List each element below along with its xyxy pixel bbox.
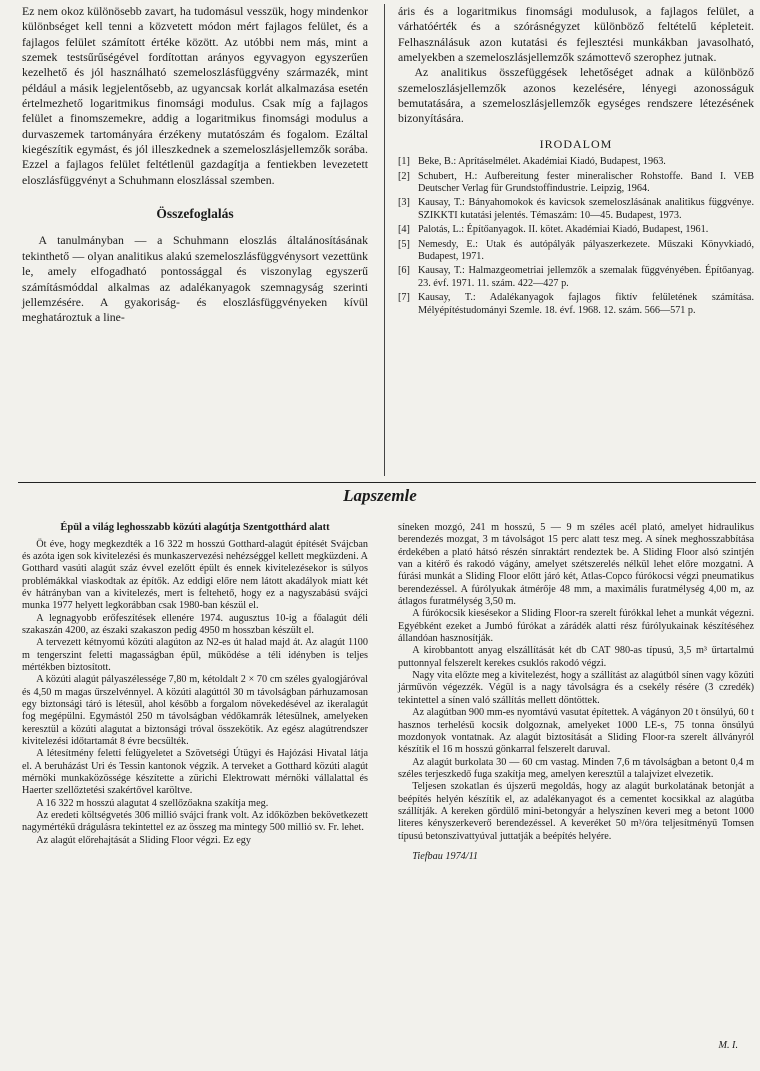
article-paragraph: A fúrókocsik kiesésekor a Sliding Floor-ra szerelt fúrókkal lehet a munkát végezni. Egyébként ezeket a Jumbó fúrókat a zárádék alatti rész fúrólyukainak készítéséhez állandóan hasznosítják. [398,608,754,645]
article-paragraph: A tervezett kétnyomú közúti alagúton az N2-es út halad majd át. Az alagút 1100 m tengerszint feletti magasságban épül, működése a téli idényben is teljes mértékben biztosított. [22,637,368,673]
reference-list [398,156,754,317]
top-left-column [22,4,368,326]
reference-item [398,239,754,264]
references-heading: IRODALOM [539,136,613,151]
article-title: Épül a világ leghosszabb közúti alagútja Szentgotthárd alatt [60,522,330,533]
reference-number: [6] [398,265,410,277]
article-paragraph: Az alagút előrehajtását a Sliding Floor végzi. Ez egy [36,834,251,846]
article-paragraph: Nagy vita előzte meg a kivitelezést, hogy a szállítást az alagútból sínen vagy közúti járművön végezzék. Végül is a nagy távolságra és a csekély résére (3 czredék) tekintettel a sínen való szállítás mellett döntöttek. [398,670,754,706]
reference-number: [3] [398,197,410,209]
reference-item [398,197,754,222]
reference-text: Palotás, L.: Építőanyagok. II. kötet. Akadémiai Kiadó, Budapest, 1961. [418,224,709,236]
section-divider [18,482,756,483]
reference-number: [4] [398,224,410,236]
body-paragraph: áris és a logaritmikus finomsági modulusok, a fajlagos felület, a várhatóérték és a szórásnégyzet különböző feltételű képleteit. Felhasználásuk azon kutatási és fejlesztési munkákban javasolható, amelyekben a szemeloszlásjellemzők számottevő szerophez jutnak. [398,4,754,65]
reference-item [398,265,754,290]
body-paragraph: Ez nem okoz különösebb zavart, ha tudomásul vesszük, hogy mindenkor különbséget kell tenni a közvetett módon mért fajlagos felület, és a fajlagos felület számított értéke között. Az utóbbi nem más, mint a szemek testsűrűségével fordítottan arányos egyvagyon egyszerűen kezelhető és jól használható szemeloszlásfüggvény származék, mint például a másik legjelentősebb, az ugyancsak korlát alkalmazása esetén értelmezhető logaritmikus finomsági modulus. Csak míg a fajlagos felület a finomszemekre, addig a logaritmikus finomsági modulus a durvaszemek tartományára érzékeny mutatószám és fogalom. Ezáltal kiegészítik egymást, és jól illeszkednek a szemeloszlásjellemzők sorába. Ezzel a fajlagos felület feltétlenül gazdagítja a fentiekben levezetett eloszlásfüggvényt a Schuhmann eloszlással szemben. [22,4,368,187]
column-divider [384,4,385,476]
article-paragraph: A legnagyobb erőfeszítések ellenére 1974. augusztus 10-ig a főalagút déli szakaszán 4200, az északi szakaszon pedig 4950 m hosszban készült el. [22,612,368,636]
bottom-left-column [22,522,368,847]
article-paragraph: Öt éve, hogy megkezdték a 16 322 m hosszú Gotthard-alagút építését Svájcban és azóta igen sok kivitelezési és munkaszervezési nehézséggel kellett megküzdeni. A Gotthard vasúti alagút száz évvel ezelőtt épült és ennek kivitelezésekor is súlyos problémákkal viaskodtak az építők. Az eddigi előre nem látott akadályok miatt két év hátrányban van a kivitelezés, mert is feltehető, hogy ez a nagyszabású svájci munka 1977 helyett legkorábban csak 1980-ban készül el. [22,538,368,612]
reference-number: [7] [398,292,410,304]
article-paragraph: A 16 322 m hosszú alagutat 4 szellőzőakna szakítja meg. [36,797,269,809]
article-paragraph: A létesítmény feletti felügyeletet a Szövetségi Útügyi és Hajózási Hivatal látja el. A beruházást Uri és Tessin kantonok végzik. A terveket a Gotthard közúti alagút mérnöki munkaközössége készítette a zürichi Elektrowatt mérnöki vállalattal és Haerter szellőztetési szakértővel karöltve. [22,748,368,797]
reference-text: Kausay, T.: Adalékanyagok fajlagos fiktív felületének számítása. Mélyépítéstudományi Szemle. 18. évf. 1968. 12. szám. 566—571 p. [418,292,754,316]
reference-item [398,292,754,317]
reference-number: [5] [398,238,410,250]
article-paragraph: A kirobbantott anyag elszállítását két db CAT 980-as típusú, 3,5 m³ űrtartalmú puttonnyal felszerelt kerekes csuklós rakodó végzi. [398,645,754,669]
source-citation: Tiefbau 1974/11 [412,850,479,862]
reference-item [398,224,754,236]
reference-number: [2] [398,170,410,182]
summary-heading: Összefoglalás [156,206,234,222]
reference-text: Nemesdy, E.: Utak és autópályák pályaszerkezete. Műszaki Könyvkiadó, Budapest, 1971. [418,238,754,262]
author-initials: M. I. [718,1040,738,1051]
reference-text: Kausay, T.: Bányahomokok és kavicsok szemeloszlásának analitikus függvénye. SZIKKTI kutatási jelentés. Témaszám: 10—45. Budapest, 1973. [418,197,754,221]
summary-paragraph: A tanulmányban — a Schuhmann eloszlás általánosításának tekinthető — olyan analitikus alakú szemeloszlásfüggvénysort vezettünk le, amely elfogadható pontossággal és viszonylag egyszerű számításmóddal alkalmas az adalékanyagok szemnagyság szerinti jellemzésére. A gyakoriság- és eloszlásfüggvényeken kívül meghatároztuk a line- [22,233,368,325]
section-title: Lapszemle [343,486,417,505]
article-paragraph: síneken mozgó, 241 m hosszú, 5 — 9 m széles acél plató, amelyet hidraulikus berendezés mozgat, 3 m távolságot 15 perc alatt tesz meg. A sínek meghosszabbítása érdekében a plató hátsó részén sínraktárt rendeztek be. A Sliding Floor alsó szintjén van a kitérő és rakodó vágány, amelyet szétszerelés nélkül lehet előre mozgatni. A fúrási munkát a Sliding Floor előtt járó két, Atlas-Copco fúrókocsi végzi pneumatikus berendezéssel. A fúrólyukak átmérője 48 mm, a maximális furatmélység 4,00 m, az átlagos furatmélység 3,50 m. [398,522,754,608]
article-paragraph: Az alagút burkolata 30 — 60 cm vastag. Minden 7,6 m távolságban a betont 0,4 m széles terjeszkedő fuga szakítja meg, amelyen keresztül a talajvizet elvezetik. [398,756,754,780]
reference-text: Kausay, T.: Halmazgeometriai jellemzők a szemalak függvényében. Építőanyag. 23. évf. 1971. 11. szám. 422—427 p. [418,265,754,289]
top-right-column [398,4,754,319]
article-paragraph: Teljesen szokatlan és újszerű megoldás, hogy az alagút burkolatának betonját a beépítés helyén készítik el, az adalékanyagot és a cementet kocsikkal az alagútba szállítják. A kereken gördülő mini-betongyár a helyszínen keveri meg a betont 1000 literes kényszerkeverő berendezéssel. A keveréket 50 m³/óra teljesítményű Tomsen típusú betonszivattyúval juttatják a beépítés helyére. [398,781,754,842]
bottom-right-column [398,522,754,863]
body-paragraph: Az analitikus összefüggések lehetőséget adnak a különböző szemeloszlásjellemzők azonos kezelésére, lényegi azonosságuk bemutatására, a szemeloszlásjellemzők egységes rendszere létezésének bizonyítására. [398,65,754,126]
reference-number: [1] [398,156,410,168]
article-paragraph: Az eredeti költségvetés 306 millió svájci frank volt. Az időközben bekövetkezett nagymértékű drágulásra tekintettel ez az összeg ma mintegy 500 millió sv. Fr. lehet. [22,810,368,834]
reference-item [398,171,754,196]
reference-item [398,156,754,168]
article-paragraph: Az alagútban 900 mm-es nyomtávú vasutat építettek. A vágányon 20 t önsúlyú, 60 t hasznos terhelésű kocsik dolgoznak, amelyeket 1000 LE-s, 75 tonna önsúlyú mozdonyok vontatnak. Az alagút biztosítását a Sliding Floor-ra szerelt állványról készítik el 16 m hosszú gönkarral felszerelt daruval. [398,707,754,756]
reference-text: Beke, B.: Aprításelmélet. Akadémiai Kiadó, Budapest, 1963. [418,156,666,168]
article-paragraph: A közúti alagút pályaszélessége 7,80 m, kétoldalt 2 × 70 cm széles gyalogjáróval és 4,50 m magas űrszelvénnyel. A közúti alagúttól 30 m távolságban párhuzamosan egy biztonsági táró is létesül, ahol később a forgalom növekedésével az ikeralagút fog megépülni. Egymástól 250 m távolságban védőkamrák létesülnek, amelyeken keresztül a közúti alagutat a biztonsági tróval összekötik. Az egész alagútrendszer kivitelezési időtartamát 8 évre becsülték. [22,674,368,747]
reference-text: Schubert, H.: Aufbereitung fester mineralischer Rohstoffe. Band I. VEB Deutscher Verlag für Grundstoffindustrie. Leipzig, 1964. [418,170,754,194]
